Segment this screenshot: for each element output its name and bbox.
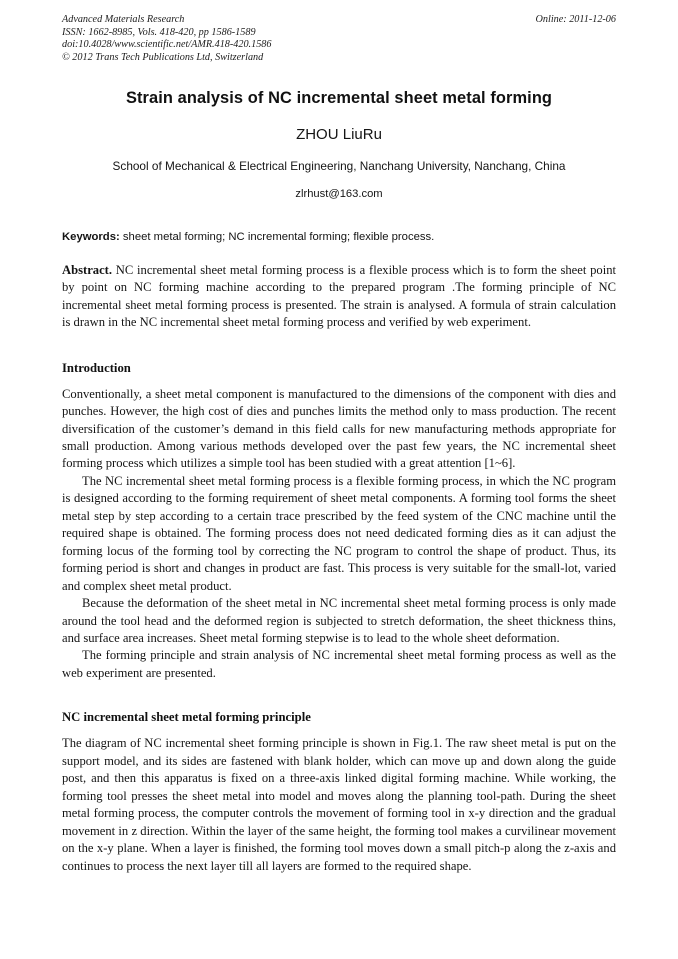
paragraph: The NC incremental sheet metal forming process is a flexible forming process, in which the NC program is designed according to the forming requirement of sheet metal components. A forming tool forms the sheet metal step by step according to a certain trace prescribed by the feed system of the CNC machine until the required shape is obtained. The forming process does not need dedicated forming dies as it can adjust the forming locus of the forming tool by correcting the NC program to control the shape of product. Thus, its forming period is short and changes in product are fast. This process is very suitable for the small-lot, varied and complex sheet metal product. xyxy=(62,473,616,593)
paragraph: The diagram of NC incremental sheet forming principle is shown in Fig.1. The raw sheet metal is put on the support model, and its sides are fastened with blank holder, which can move up and down along the guide post, and then this apparatus is fixed on a three-axis linked digital forming machine. While working, the forming tool presses the sheet metal into model and moves along the planning tool-path. During the sheet metal forming process, the computer controls the movement of forming tool in x-y direction and the gradual movement in z direction. Within the layer of the same height, the forming tool makes a curvilinear movement on the x-y plane. When a layer is finished, the forming tool moves down a small pitch-p along the z-axis and continues to process the next layer till all layers are formed to the required shape. xyxy=(62,736,616,873)
publication-header xyxy=(62,14,616,76)
author-email: zlrhust@163.com xyxy=(295,188,383,200)
copyright-line: © 2012 Trans Tech Publications Ltd, Switzerland xyxy=(62,51,264,63)
journal-name: Advanced Materials Research xyxy=(62,14,185,25)
abstract-block xyxy=(62,262,616,332)
online-publication-date: Online: 2011-12-06 xyxy=(535,14,616,25)
keywords-text: sheet metal forming; NC incremental forming; flexible process. xyxy=(119,231,435,243)
doi-line: doi:10.4028/www.scientific.net/AMR.418-420.1586 xyxy=(62,39,272,51)
abstract-label: Abstract. xyxy=(62,263,113,277)
issn-volume-pages: ISSN: 1662-8985, Vols. 418-420, pp 1586-1589 xyxy=(62,26,256,38)
page-title: Strain analysis of NC incremental sheet metal forming xyxy=(125,89,553,107)
paragraph: The forming principle and strain analysis of NC incremental sheet metal forming process as well as the web experiment are presented. xyxy=(62,648,616,680)
keywords-label: Keywords: xyxy=(62,231,120,243)
publication-header-left xyxy=(62,14,616,64)
author-affiliation: School of Mechanical & Electrical Engineering, Nanchang University, Nanchang, China xyxy=(112,159,566,173)
author-name: ZHOU LiuRu xyxy=(296,126,382,143)
paragraph: Because the deformation of the sheet metal in NC incremental sheet metal forming process is only made around the tool head and the deformed region is subjected to stretch deformation, the sheet thickness thins, and surface area increases. Sheet metal forming stepwise is to lead to the whole sheet deformation. xyxy=(62,596,616,645)
paragraph: Conventionally, a sheet metal component is manufactured to the dimensions of the component with dies and punches. However, the high cost of dies and punches limits the method only to mass production. The recent diversification of the customer’s demand in this field calls for new manufacturing methods appropriate for small production. Among various methods developed over the past few years, the NC incremental sheet forming process which utilizes a simple tool has been studied with a great attention [1~6]. xyxy=(62,386,616,471)
section-heading-principle: NC incremental sheet metal forming principle xyxy=(62,710,311,725)
keywords-line xyxy=(62,230,616,245)
page-content xyxy=(62,14,616,875)
abstract-text: NC incremental sheet metal forming process is a flexible process which is to form the sheet point by point on NC forming machine according to the prepared program .The forming principle of NC incremental sheet metal forming process is presented. The strain is analysed. A formula of strain calculation is drawn in the NC incremental sheet metal forming process and verified by web experiment. xyxy=(62,263,616,330)
section-heading-introduction: Introduction xyxy=(62,360,131,375)
